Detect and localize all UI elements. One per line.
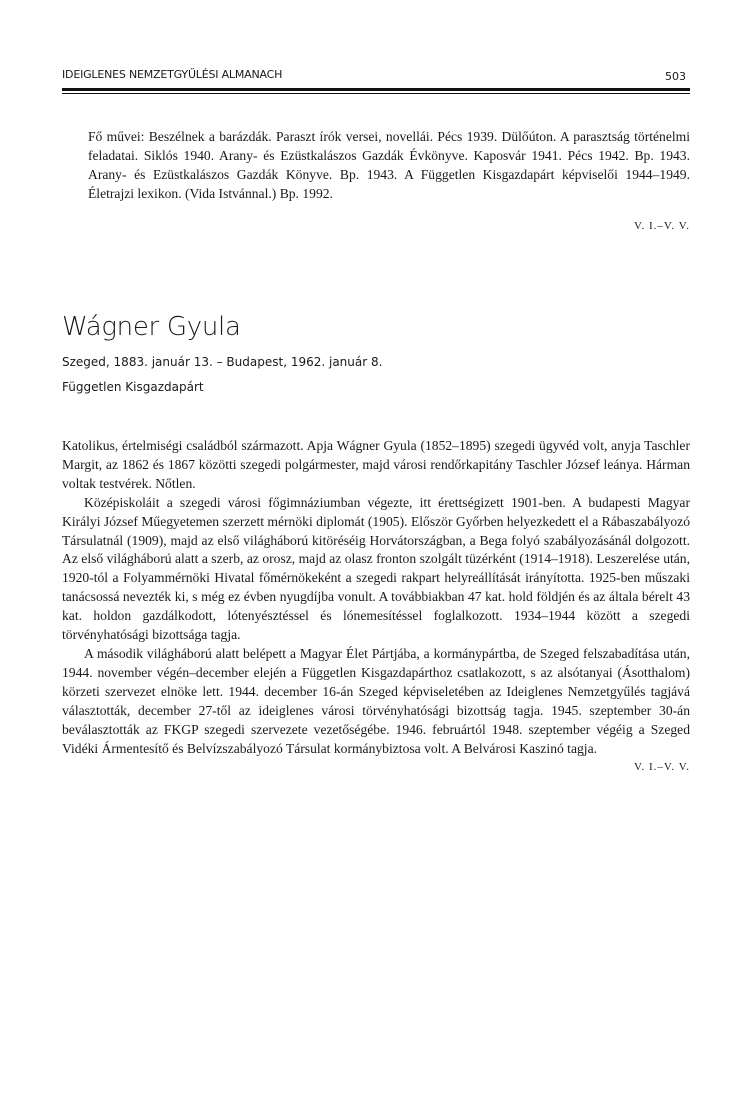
entry-signature: V. I.–V. V. <box>633 761 690 774</box>
page-header <box>62 68 690 86</box>
running-title: IDEIGLENES NEMZETGYŰLÉSI ALMANACH <box>62 68 283 81</box>
entry-biography <box>62 437 690 777</box>
header-rule-thin <box>62 93 690 94</box>
entry-name: Wágner Gyula <box>62 312 241 342</box>
works-paragraph: Fő művei: Beszélnek a barázdák. Paraszt írók versei, novellái. Pécs 1939. Dülőúton. A parasztság történelmi feladatai. Siklós 1940. Arany- és Ezüstkalászos Gazdák Évkönyve. Kaposvár 1941. Pécs 1942. Bp. 1943. Arany- és Ezüstkalászos Gazdák Könyve. Bp. 1943. A Független Kisgazdapárt képviselői 1944–1949. Életrajzi lexikon. (Vida Istvánnal.) Bp. 1992. <box>88 129 690 201</box>
page-number: 503 <box>665 70 686 83</box>
entry-party: Független Kisgazdapárt <box>62 380 204 394</box>
previous-entry-signature: V. I.–V. V. <box>633 220 690 232</box>
entry-dates: Szeged, 1883. január 13. – Budapest, 1962. január 8. <box>62 355 383 369</box>
bio-paragraph-politics: A második világháború alatt belépett a Magyar Élet Pártjába, a kormánypártba, de Szeged felszabadítása után, 1944. november végén–december elején a Független Kisgazdapárthoz csatlakozott, s az alsótanyai (Ásotthalom) körzeti szervezet elnöke lett. 1944. december 16-án Szeged képviseletében az Ideiglenes Nemzetgyűlés tagjává választották, december 27-től az ideiglenes városi törvényhatósági bizottság tagja. 1945. szeptember 30-án beválasztották az FKGP szegedi szervezete vezetőségébe. 1946. februártól 1948. szeptember végéig a Szeged Vidéki Ármentesítő és Belvízszabályozó Társulat kormánybiztosa volt. A Belvárosi Kaszinó tagja. <box>62 645 690 756</box>
bio-paragraph-career: Középiskoláit a szegedi városi főgimnáziumban végezte, itt érettségizett 1901-ben. A budapesti Magyar Királyi József Műegyetemen szerzett mérnöki diplomát (1905). Először Győrben helyezkedett el a Rábaszabályozó Társulatnál (1909), majd az első világháború kitöréséig Horvátországban, a Bega folyó szabályozásánál dolgozott. Az első világháború alatt a szerb, az orosz, majd az olasz fronton szolgált tüzérként (1914–1918). Leszerelése után, 1920-tól a Folyammérnöki Hivatal főmérnökeként a szegedi rakpart helyreállítását irányította. 1925-ben műszaki tanácsossá nevezték ki, s még ez évben nyugdíjba vonult. A továbbiakban 47 kat. hold földjén és az általa bérelt 43 kat. holdon gazdálkodott, lótenyésztéssel és lónemesítéssel foglalkozott. 1934–1944 között a szegedi törvényhatósági bizottsága tagja. <box>62 494 690 643</box>
previous-entry-works <box>88 128 690 204</box>
bio-paragraph-family: Katolikus, értelmiségi családból származott. Apja Wágner Gyula (1852–1895) szegedi ügyvéd volt, anyja Taschler Margit, az 1862 és 1867 közötti szegedi polgármester, majd városi rendőrkapitány Taschler József leánya. Hárman voltak testvérek. Nőtlen. <box>62 438 690 491</box>
header-rule-thick <box>62 88 690 91</box>
